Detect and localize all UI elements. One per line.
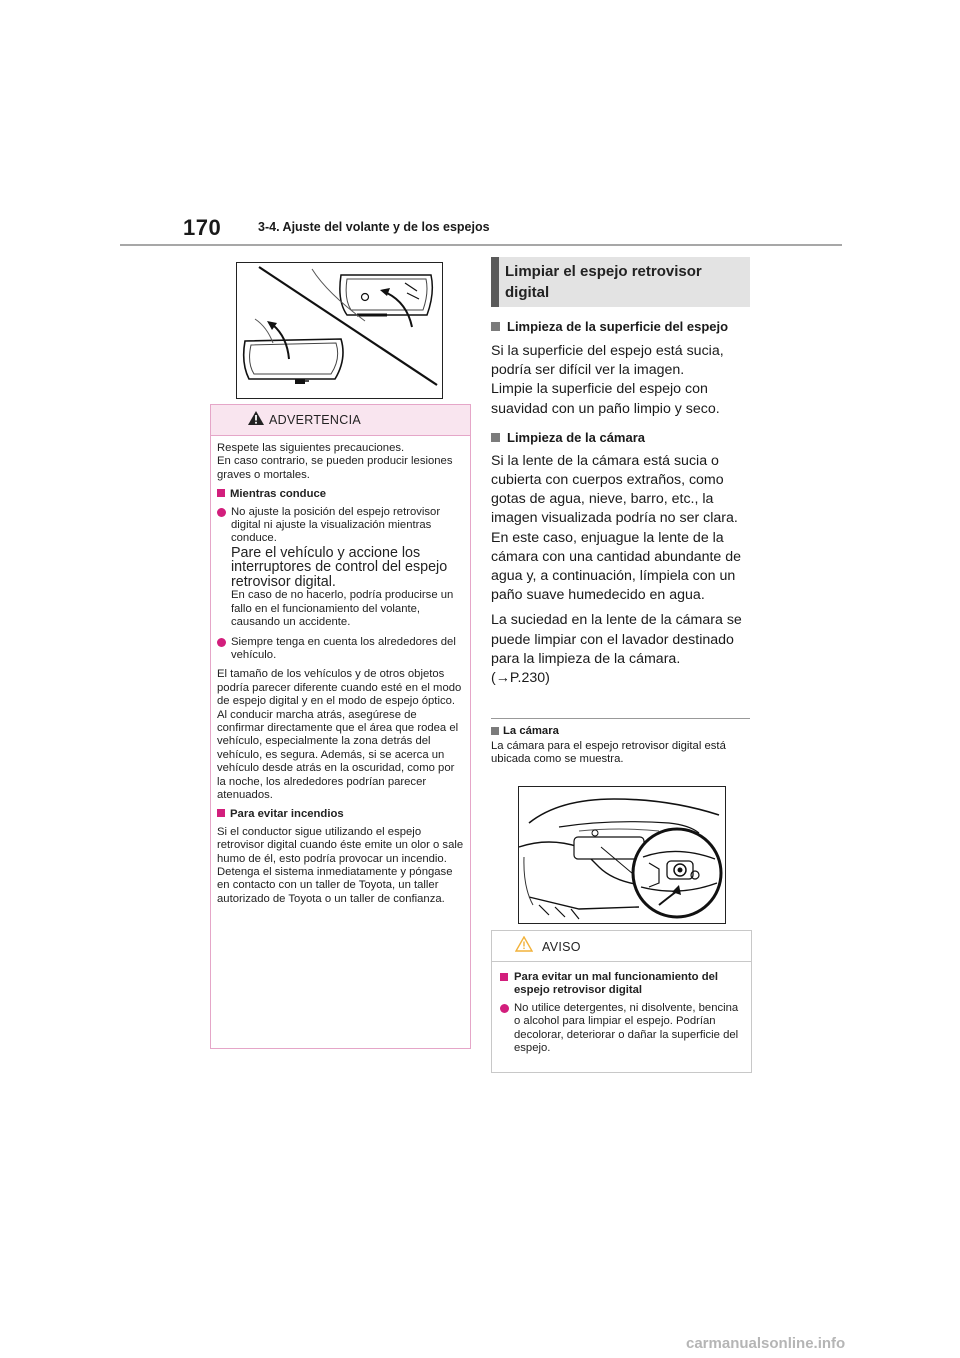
page-reference-link[interactable]: (→P.230) (491, 670, 550, 687)
notice-box (491, 930, 752, 1073)
warning-consequence: En caso de no hacerlo, podría producirse un fallo en el funcionamiento del volante, causando un accidente. (231, 589, 454, 629)
page-number: 170 (183, 215, 222, 240)
header-divider (120, 244, 842, 246)
warning-box (210, 404, 471, 1049)
warning-header (211, 405, 470, 436)
notice-bullet: No utilice detergentes, ni disolvente, bencina o alcohol para limpiar el espejo. Podrían decolorar, deteriorar o dañar la superficie del espejo. (500, 1002, 743, 1056)
watermark: carmanualsonline.info (686, 1335, 846, 1352)
notice-title: AVISO (542, 940, 581, 954)
mirror-cleaning-section (491, 317, 750, 688)
notice-header (492, 931, 751, 962)
camera-heading: La cámara (491, 725, 750, 737)
warning-triangle-icon (247, 410, 265, 426)
warning-section-driving: Mientras conduce (217, 488, 464, 501)
warning-title: ADVERTENCIA (269, 413, 361, 427)
warning-bullet-surroundings: Siempre tenga en cuenta los alrededores del vehículo. (217, 636, 464, 663)
caution-triangle-icon (515, 936, 533, 952)
camera-cleaning-text: Si la lente de la cámara está sucia o cubierta con cuerpos extraños, como gotas de agua, nieve, barro, etc., la imagen visualizada podría no ser clara. En este caso, enjuague la lente de la cámara con una cantidad abundante de agua y, a continuación, límpiela con un paño suave humedecido en agua. (491, 452, 742, 604)
divider (491, 718, 750, 719)
camera-location-text: La cámara para el espejo retrovisor digital está ubicada como se muestra. (491, 740, 726, 766)
camera-illustration (518, 786, 726, 924)
subheading-camera: Limpieza de la cámara (491, 428, 750, 447)
warning-intro: Respete las siguientes precauciones. En caso contrario, se pueden producir lesiones graves o mortales. (217, 442, 453, 481)
warning-fire-paragraph: Si el conductor sigue utilizando el espejo retrovisor digital cuando éste emite un olor o sale humo de él, esto podría provocar un incendio. Detenga el sistema inmediatamente y póngase en contacto con un taller de Toyota, un taller autorizado de Toyota o un taller de confianza. (217, 825, 464, 905)
camera-info-section (491, 725, 750, 767)
subheading-mirror-surface: Limpieza de la superficie del espejo (491, 317, 750, 336)
mirror-surface-instructions: Limpie la superficie del espejo con suavidad con un paño limpio y seco. (491, 381, 720, 417)
camera-washer-text: La suciedad en la lente de la cámara se puede limpiar con el lavador destinado para la limpieza de la cámara. (491, 612, 742, 667)
warning-section-fire: Para evitar incendios (217, 808, 464, 821)
warning-emphasis: Pare el vehículo y accione los interruptores de control del espejo retrovisor digital. (231, 544, 448, 590)
warning-size-paragraph: El tamaño de los vehículos y de otros objetos podría parecer diferente cuando esté en el modo de espejo digital y en el modo de espejo óptico. Al conducir marcha atrás, asegúrese de confirmar directamente que el área que rodea el vehículo, especialmente la zona detrás del vehículo, es segura. Además, si se acerca un vehículo desde atrás en la oscuridad, como por la noche, los alrededores podrían parecer atenuados. (217, 668, 462, 802)
notice-section: Para evitar un mal funcionamiento del espejo retrovisor digital (500, 971, 743, 998)
mirror-surface-text: Si la superficie del espejo está sucia, podría ser difícil ver la imagen. (491, 343, 724, 379)
mirror-illustration (236, 262, 443, 399)
section-title: Limpiar el espejo retrovisor digital (491, 257, 750, 307)
chapter-title: 3-4. Ajuste del volante y de los espejos (258, 220, 490, 234)
warning-bullet-adjust: No ajuste la posición del espejo retrovisor digital ni ajuste la visualización mientras conduce. Pare el vehículo y accione los interruptores de control del espejo retrovisor digital. En caso de no hacerlo, podría producirse un fallo en el funcionamiento del volante, causando un accidente. (217, 506, 464, 630)
